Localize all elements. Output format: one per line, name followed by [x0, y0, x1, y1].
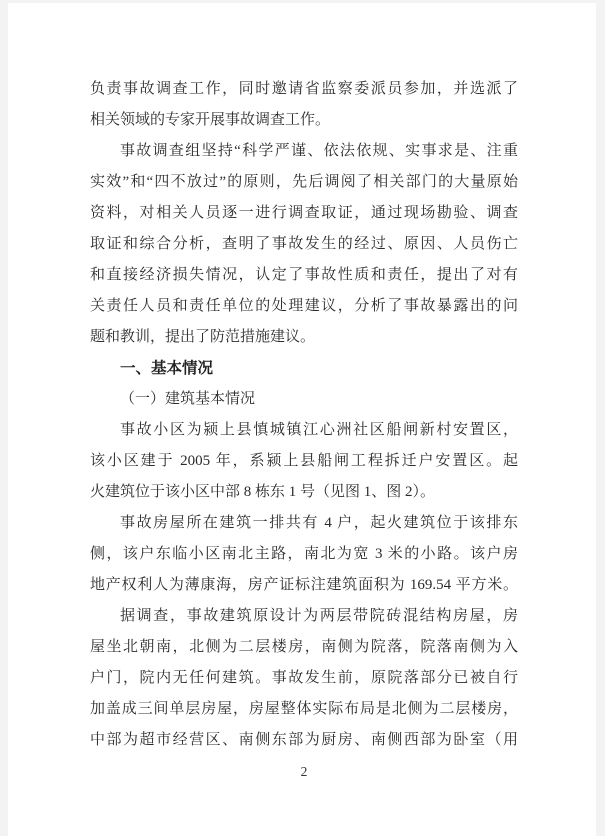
text-line: 事故小区为颍上县慎城镇江心洲社区船闸新村安置区， — [120, 422, 518, 438]
paragraph-opening — [90, 74, 518, 136]
paragraph-location — [90, 415, 518, 508]
paragraph-investigation — [90, 136, 518, 353]
paragraph-layout — [90, 601, 518, 756]
text-line: 资料，对相关人员逐一进行调查取证，通过现场勘验、调查 — [90, 205, 518, 221]
text-line: 实效”和“四不放过”的原则，先后调阅了相关部门的大量原始 — [90, 174, 518, 190]
text-line: 户门，院内无任何建筑。事故发生前，原院落部分已被自行 — [90, 670, 518, 686]
text-line: 相关领域的专家开展事故调查工作。 — [90, 112, 331, 128]
text-line: 地产权利人为薄康海，房产证标注建筑面积为 169.54 平方米。 — [90, 577, 518, 593]
text-line: 中部为超市经营区、南侧东部为厨房、南侧西部为卧室（用 — [90, 732, 518, 748]
text-line: 该小区建于 2005 年，系颍上县船闸工程拆迁户安置区。起 — [90, 453, 518, 469]
text-line: 取证和综合分析，查明了事故发生的经过、原因、人员伤亡 — [90, 236, 518, 252]
text-line: 负责事故调查工作，同时邀请省监察委派员参加，并选派了 — [90, 81, 518, 97]
page-number: 2 — [300, 764, 308, 779]
text-line: 加盖成三间单层房屋，房屋整体实际布局是北侧为二层楼房， — [90, 701, 518, 717]
text-block — [90, 74, 518, 787]
text-line: 事故调查组坚持“科学严谨、依法依规、实事求是、注重 — [120, 143, 518, 159]
text-line: 事故房屋所在建筑一排共有 4 户，起火建筑位于该排东 — [120, 515, 518, 531]
text-line: 屋坐北朝南，北侧为二层楼房，南侧为院落，院落南侧为入 — [90, 639, 518, 655]
text-line: 题和教训，提出了防范措施建议。 — [90, 329, 316, 345]
section-heading: 一、基本情况 — [120, 360, 214, 377]
paper-sheet — [8, 3, 596, 836]
text-line: 和直接经济损失情况，认定了事故性质和责任，提出了对有 — [90, 267, 518, 283]
subsection-heading: （一）建筑基本情况 — [120, 391, 256, 407]
text-line: 关责任人员和责任单位的处理建议，分析了事故暴露出的问 — [90, 298, 518, 314]
text-line: 据调查，事故建筑原设计为两层带院砖混结构房屋，房 — [120, 608, 518, 624]
text-line: 火建筑位于该小区中部 8 栋东 1 号（见图 1、图 2）。 — [90, 484, 436, 500]
paragraph-house — [90, 508, 518, 601]
text-line: 侧，该户东临小区南北主路，南北为宽 3 米的小路。该户房 — [90, 546, 518, 562]
